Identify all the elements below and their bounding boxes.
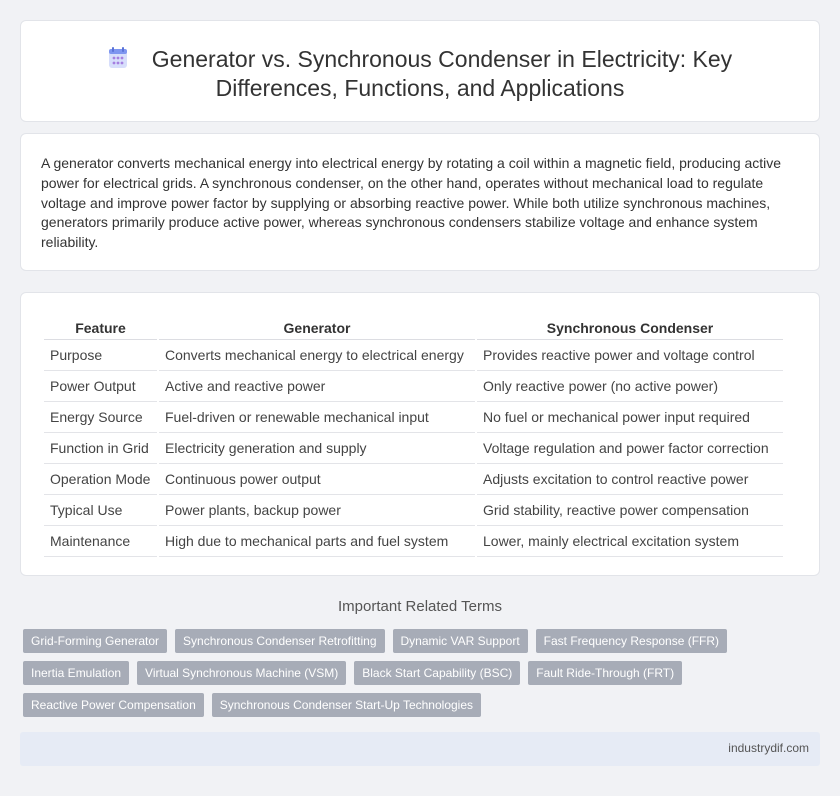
row-condenser: No fuel or mechanical power input required (477, 402, 783, 433)
title-card (20, 20, 820, 122)
row-condenser: Only reactive power (no active power) (477, 371, 783, 402)
comparison-table (42, 313, 785, 557)
footer-site-link[interactable]: industrydif.com (728, 741, 809, 755)
row-condenser: Grid stability, reactive power compensation (477, 495, 783, 526)
related-term-tag[interactable]: Dynamic VAR Support (393, 629, 528, 653)
row-feature: Typical Use (44, 495, 157, 526)
comparison-table-card (20, 292, 820, 576)
header-feature: Feature (44, 313, 157, 340)
row-generator: Converts mechanical energy to electrical energy (159, 340, 475, 371)
row-feature: Purpose (44, 340, 157, 371)
row-generator: Active and reactive power (159, 371, 475, 402)
footer-bar (20, 732, 820, 766)
row-condenser: Lower, mainly electrical excitation system (477, 526, 783, 557)
row-generator: Continuous power output (159, 464, 475, 495)
related-term-tag[interactable]: Synchronous Condenser Retrofitting (175, 629, 384, 653)
related-term-tag[interactable]: Inertia Emulation (23, 661, 129, 685)
row-feature: Operation Mode (44, 464, 157, 495)
related-term-tag[interactable]: Fault Ride-Through (FRT) (528, 661, 682, 685)
row-feature: Maintenance (44, 526, 157, 557)
title-line-1 (21, 45, 819, 74)
table-row (44, 402, 783, 433)
row-condenser: Provides reactive power and voltage control (477, 340, 783, 371)
header-generator: Generator (159, 313, 475, 340)
related-terms-heading: Important Related Terms (338, 598, 502, 615)
row-feature: Function in Grid (44, 433, 157, 464)
related-term-tag[interactable]: Black Start Capability (BSC) (354, 661, 520, 685)
table-row (44, 495, 783, 526)
related-term-tag[interactable]: Synchronous Condenser Start-Up Technologies (212, 693, 481, 717)
row-generator: Fuel-driven or renewable mechanical input (159, 402, 475, 433)
intro-card (20, 133, 820, 271)
row-generator: Electricity generation and supply (159, 433, 475, 464)
table-row (44, 371, 783, 402)
row-feature: Power Output (44, 371, 157, 402)
document-list-icon (108, 47, 128, 69)
row-condenser: Adjusts excitation to control reactive power (477, 464, 783, 495)
page-title (21, 45, 819, 103)
row-generator: Power plants, backup power (159, 495, 475, 526)
title-text-line-1: Generator vs. Synchronous Condenser in Electricity: Key (151, 46, 733, 72)
row-generator: High due to mechanical parts and fuel system (159, 526, 475, 557)
table-header-row (44, 313, 783, 340)
related-terms-list (23, 629, 813, 725)
row-feature: Energy Source (44, 402, 157, 433)
header-synchronous-condenser: Synchronous Condenser (477, 313, 783, 340)
row-condenser: Voltage regulation and power factor correction (477, 433, 783, 464)
intro-paragraph: A generator converts mechanical energy into electrical energy by rotating a coil within a magnetic field, producing active power for electrical grids. A synchronous condenser, on the other hand, operates without mechanical load to regulate voltage and improve power factor by supplying or absorbing reactive power. While both utilize synchronous machines, generators primarily produce active power, whereas synchronous condensers stabilize voltage and enhance system reliability. (41, 155, 782, 251)
related-term-tag[interactable]: Fast Frequency Response (FFR) (536, 629, 727, 653)
table-row (44, 464, 783, 495)
table-row (44, 340, 783, 371)
title-text-line-2: Differences, Functions, and Applications (215, 75, 625, 101)
related-term-tag[interactable]: Reactive Power Compensation (23, 693, 204, 717)
related-term-tag[interactable]: Virtual Synchronous Machine (VSM) (137, 661, 346, 685)
table-row (44, 433, 783, 464)
related-term-tag[interactable]: Grid-Forming Generator (23, 629, 167, 653)
table-row (44, 526, 783, 557)
